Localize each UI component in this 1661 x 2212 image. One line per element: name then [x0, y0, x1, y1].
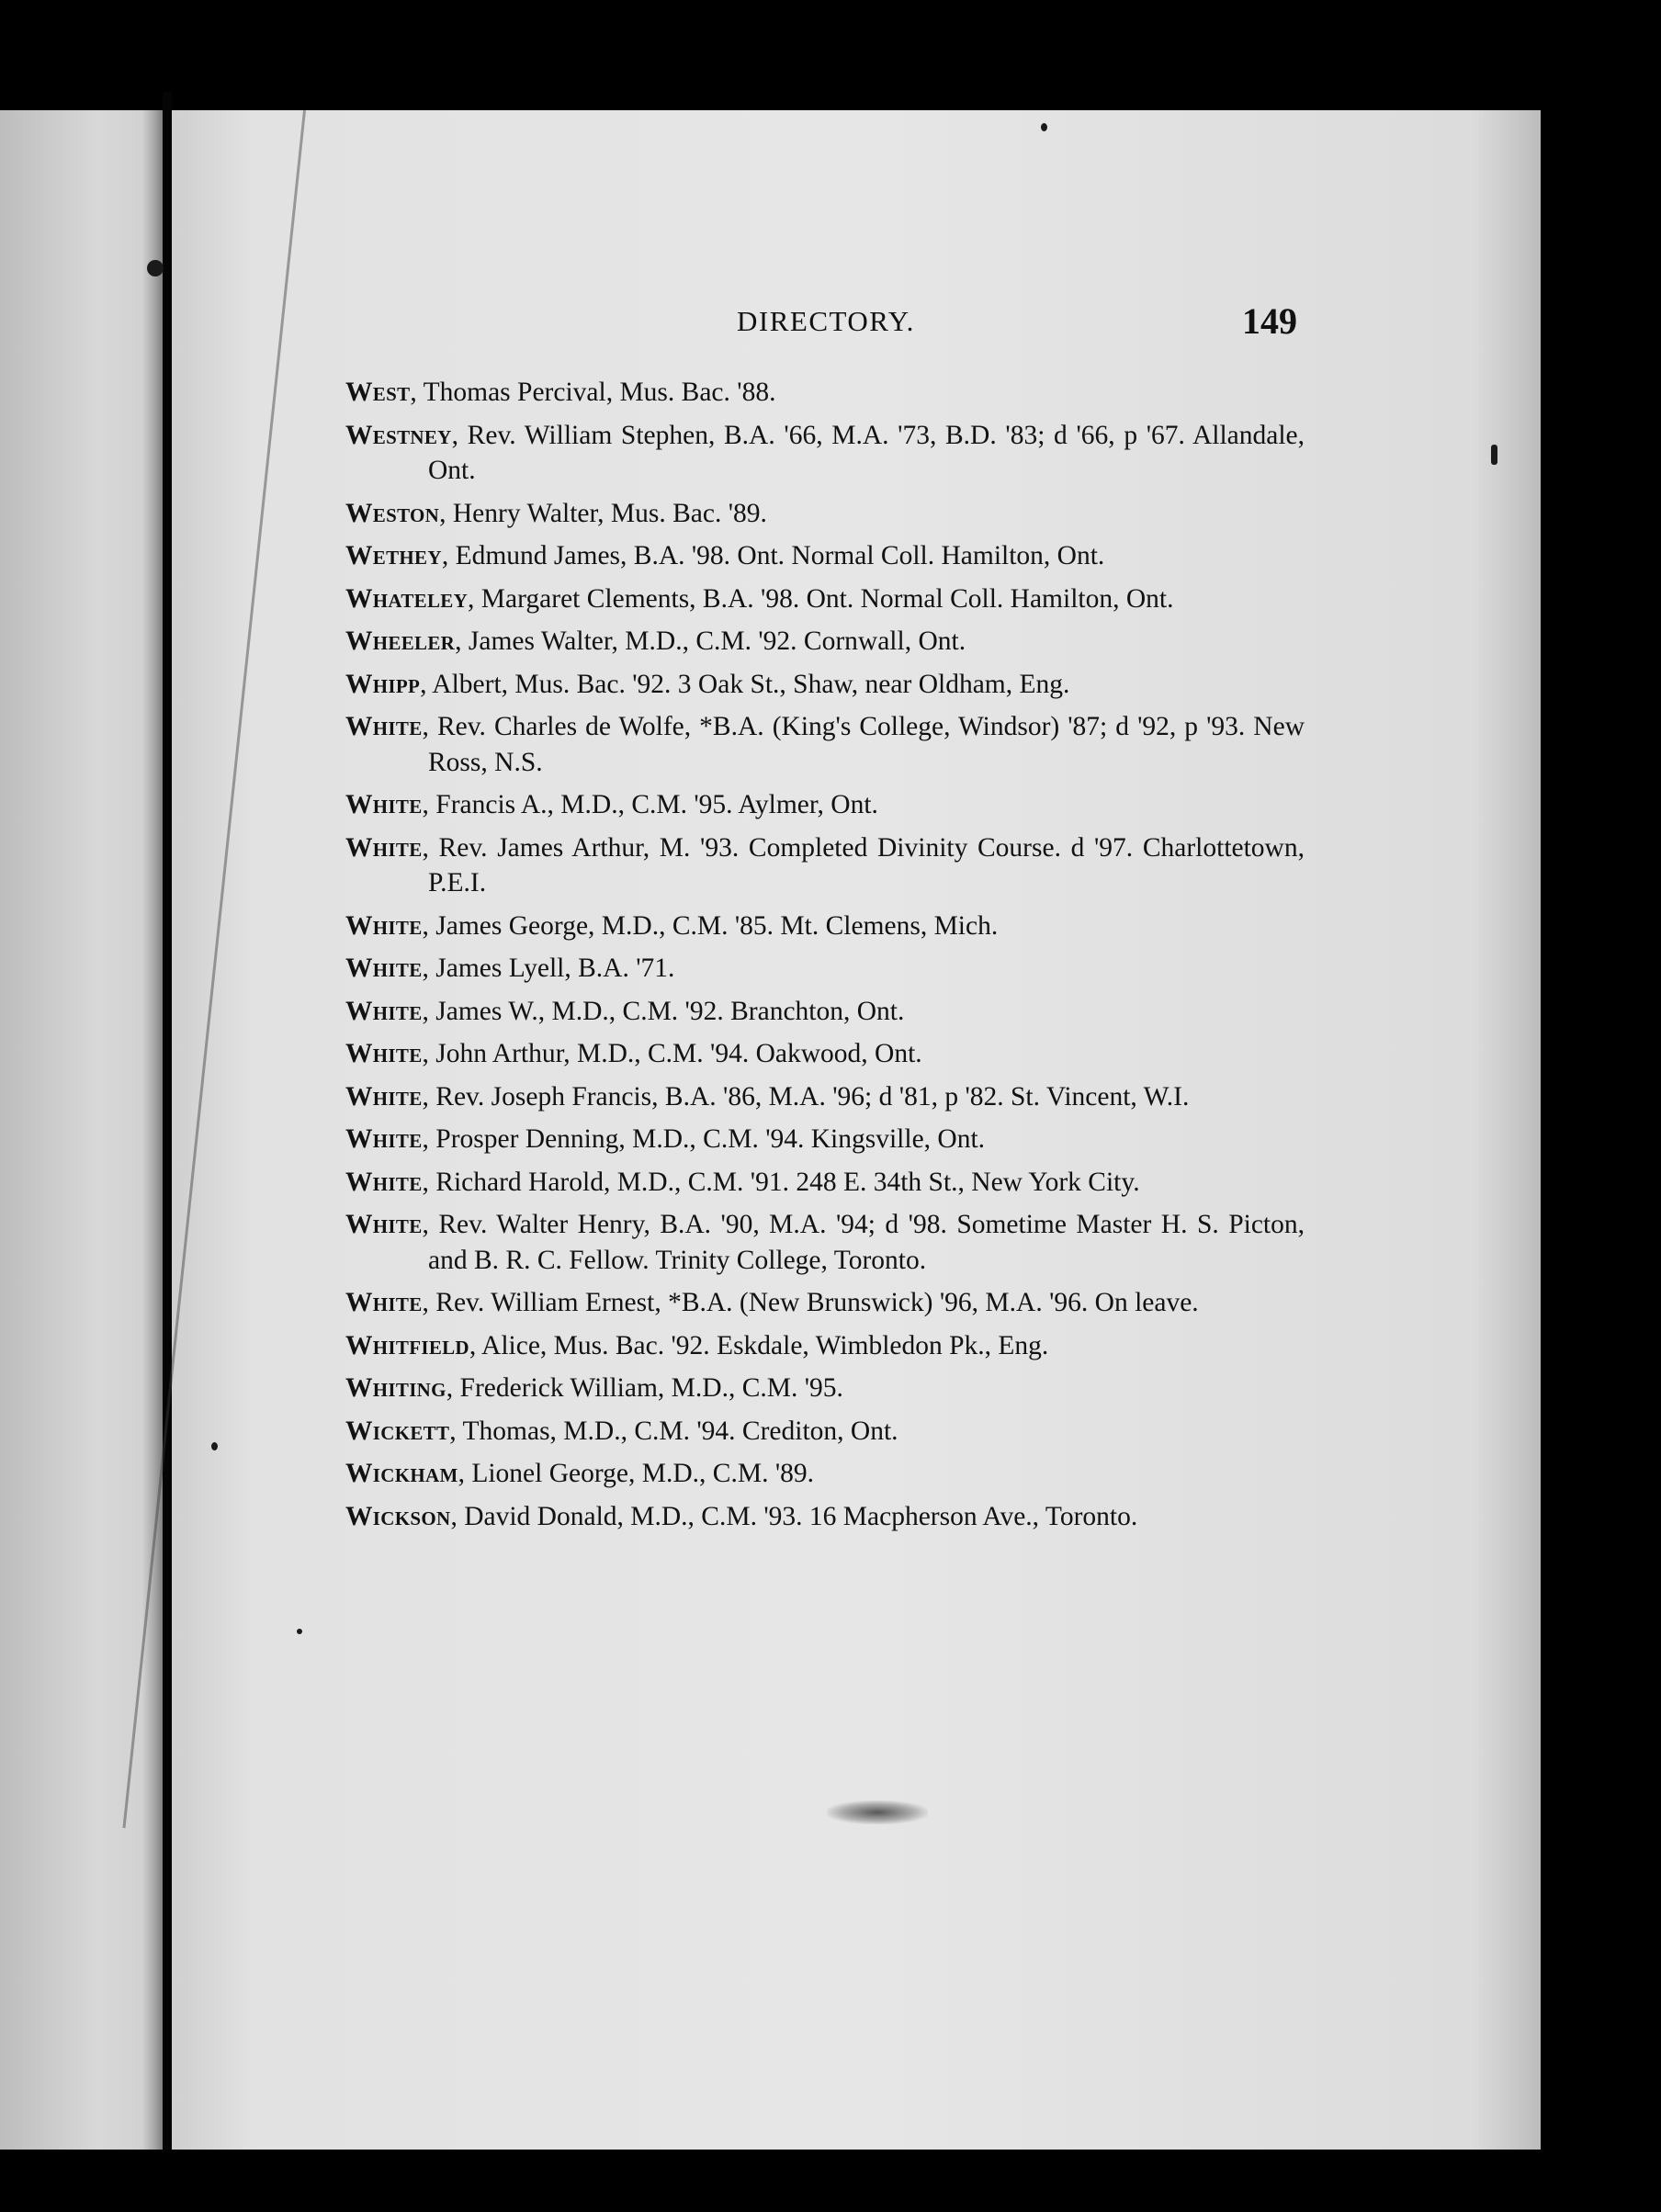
directory-entry — [345, 1499, 1305, 1535]
entry-surname: White — [345, 996, 423, 1026]
entry-details: , Frederick William, M.D., C.M. '95. — [446, 1373, 843, 1403]
entry-details: , John Arthur, M.D., C.M. '94. Oakwood, Ont. — [422, 1039, 922, 1068]
entry-details: , Lionel George, M.D., C.M. '89. — [458, 1459, 815, 1488]
entry-surname: White — [345, 1288, 423, 1317]
entry-details: , Prosper Denning, M.D., C.M. '94. Kingsville, Ont. — [422, 1124, 986, 1154]
directory-entry — [345, 1371, 1305, 1406]
entry-surname: Whiting — [345, 1373, 446, 1403]
ink-speck — [1491, 445, 1497, 465]
entry-details: , Margaret Clements, B.A. '98. Ont. Normal Coll. Hamilton, Ont. — [468, 583, 1174, 614]
entry-details: , Rev. Charles de Wolfe, *B.A. (King's College, Windsor) '87; d '92, p '93. New Ross, N.S. — [422, 712, 1305, 777]
ink-speck — [297, 1629, 302, 1634]
directory-entry — [345, 624, 1305, 660]
left-facing-page — [0, 110, 164, 2150]
entry-surname: West — [345, 378, 411, 407]
entry-surname: Wickson — [345, 1501, 451, 1531]
directory-entries — [345, 375, 1305, 1541]
entry-surname: Wickett — [345, 1416, 450, 1446]
entry-details: , Henry Walter, Mus. Bac. '89. — [439, 498, 767, 528]
entry-details: , James Lyell, B.A. '71. — [422, 954, 675, 983]
directory-entry — [345, 1122, 1305, 1157]
entry-surname: White — [345, 910, 423, 941]
directory-entry — [345, 1036, 1305, 1072]
entry-surname: White — [345, 832, 423, 863]
entry-details: , Albert, Mus. Bac. '92. 3 Oak St., Shaw, near Oldham, Eng. — [420, 669, 1070, 699]
entry-details: , Francis A., M.D., C.M. '95. Aylmer, Ont. — [422, 790, 878, 819]
entry-details: , Alice, Mus. Bac. '92. Eskdale, Wimbledon Pk., Eng. — [469, 1330, 1049, 1360]
directory-entry — [345, 1285, 1305, 1321]
entry-surname: White — [345, 712, 423, 741]
entry-surname: Whipp — [345, 669, 421, 699]
directory-entry — [345, 496, 1305, 532]
entry-surname: Whateley — [345, 583, 469, 614]
entry-surname: White — [345, 1039, 423, 1068]
ink-speck — [1041, 123, 1047, 131]
directory-entry — [345, 830, 1305, 901]
ink-speck — [147, 260, 164, 276]
entry-surname: Westney — [345, 420, 452, 450]
entry-surname: White — [345, 1210, 423, 1239]
entry-details: , Rev. Joseph Francis, B.A. '86, M.A. '96; d '81, p '82. St. Vincent, W.I. — [422, 1081, 1190, 1112]
entry-details: , Rev. James Arthur, M. '93. Completed Divinity Course. d '97. Charlottetown, P.E.I. — [422, 832, 1305, 897]
entry-details: , Thomas, M.D., C.M. '94. Crediton, Ont. — [449, 1416, 898, 1446]
directory-entry — [345, 1207, 1305, 1278]
directory-entry — [345, 1165, 1305, 1201]
directory-entry — [345, 538, 1305, 574]
entry-details: , Rev. Walter Henry, B.A. '90, M.A. '94; d '98. Sometime Master H. S. Picton, and B. R. C. Fellow. Trinity College, Toronto. — [422, 1210, 1305, 1275]
directory-entry — [345, 418, 1305, 489]
entry-surname: White — [345, 1167, 423, 1197]
directory-entry — [345, 908, 1305, 944]
entry-details: , David Donald, M.D., C.M. '93. 16 Macpherson Ave., Toronto. — [450, 1501, 1138, 1531]
ink-smudge — [827, 1800, 928, 1824]
entry-surname: White — [345, 954, 423, 983]
entry-surname: Wheeler — [345, 626, 456, 656]
running-title: DIRECTORY. — [737, 305, 915, 337]
entry-surname: White — [345, 1081, 423, 1112]
entry-surname: Whitfield — [345, 1330, 469, 1360]
directory-entry — [345, 787, 1305, 823]
entry-details: , James George, M.D., C.M. '85. Mt. Clemens, Mich. — [422, 910, 999, 941]
directory-entry — [345, 709, 1305, 780]
page-number: 149 — [1242, 300, 1297, 342]
entry-details: , Rev. William Stephen, B.A. '66, M.A. '73, B.D. '83; d '66, p '67. Allandale, Ont. — [428, 420, 1305, 485]
directory-entry — [345, 1456, 1305, 1492]
directory-entry — [345, 994, 1305, 1030]
directory-entry — [345, 667, 1305, 703]
entry-surname: Wethey — [345, 541, 442, 570]
entry-surname: White — [345, 1124, 423, 1154]
entry-details: , Thomas Percival, Mus. Bac. '88. — [410, 378, 776, 407]
entry-details: , Richard Harold, M.D., C.M. '91. 248 E. 34th St., New York City. — [422, 1167, 1140, 1197]
book-gutter — [163, 92, 172, 2150]
directory-entry — [345, 1328, 1305, 1364]
directory-entry — [345, 1079, 1305, 1115]
entry-details: , Edmund James, B.A. '98. Ont. Normal Coll. Hamilton, Ont. — [441, 541, 1105, 570]
directory-entry — [345, 1414, 1305, 1450]
directory-entry — [345, 951, 1305, 987]
entry-details: , James Walter, M.D., C.M. '92. Cornwall, Ont. — [455, 626, 966, 656]
entry-surname: White — [345, 790, 423, 819]
entry-details: , James W., M.D., C.M. '92. Branchton, Ont. — [422, 996, 905, 1026]
page-header — [172, 300, 1329, 360]
directory-entry — [345, 581, 1305, 617]
directory-entry — [345, 375, 1305, 411]
ink-speck — [211, 1442, 218, 1450]
entry-surname: Weston — [345, 498, 440, 528]
entry-surname: Wickham — [345, 1459, 458, 1488]
entry-details: , Rev. William Ernest, *B.A. (New Brunswick) '96, M.A. '96. On leave. — [422, 1288, 1199, 1317]
